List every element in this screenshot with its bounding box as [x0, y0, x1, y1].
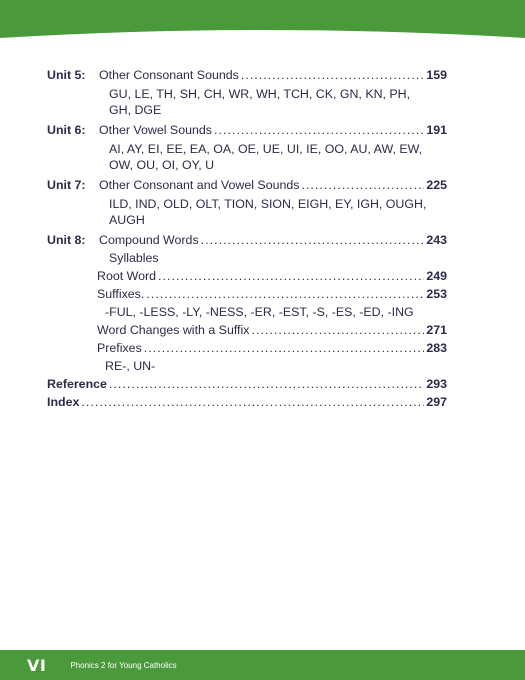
entry-title: Compound Words	[99, 233, 199, 247]
entry-title: Suffixes.	[97, 287, 145, 301]
sound-list: GU, LE, TH, SH, CH, WR, WH, TCH, CK, GN, KN, PH, GH, DGE	[109, 87, 411, 117]
dot-leader	[81, 393, 424, 411]
dot-leader	[251, 321, 424, 339]
toc-entry-root-word[interactable]	[47, 267, 447, 285]
dot-leader	[214, 121, 424, 139]
page-number: 253	[426, 287, 447, 301]
sound-list: ILD, IND, OLD, OLT, TION, SION, EIGH, EY, IGH, OUGH, AUGH	[109, 197, 427, 227]
toc-entry-suffixes[interactable]	[47, 285, 447, 303]
page-number: 293	[426, 377, 447, 391]
syllables-label: Syllables	[109, 251, 159, 265]
unit-label: Unit 5:	[47, 68, 86, 82]
unit-label: Unit 7:	[47, 178, 86, 192]
toc-entry-unit-6[interactable]	[47, 121, 447, 139]
dot-leader	[146, 285, 424, 303]
toc-entry-unit-8[interactable]	[47, 231, 447, 249]
dot-leader	[158, 267, 424, 285]
suffix-list: -FUL, -LESS, -LY, -NESS, -ER, -EST, -S, -ES, -ED, -ING	[105, 305, 414, 319]
entry-title: Reference	[47, 377, 107, 391]
page-number: 297	[426, 395, 447, 409]
unit-label: Unit 6:	[47, 123, 86, 137]
toc-entry-unit-5[interactable]	[47, 66, 447, 84]
sound-list: AI, AY, EI, EE, EA, OA, OE, UE, UI, IE, OO, AU, AW, EW, OW, OU, OI, OY, U	[109, 142, 423, 172]
prefix-list: RE-, UN-	[105, 359, 156, 373]
entry-title: Root Word	[97, 269, 156, 283]
page-number: 159	[426, 68, 447, 82]
toc-entry-word-changes[interactable]	[47, 321, 447, 339]
footer-page-number: VI	[27, 655, 47, 675]
page-number: 191	[426, 123, 447, 137]
toc-entry-reference[interactable]	[47, 375, 447, 393]
entry-title: Prefixes	[97, 341, 142, 355]
entry-title: Index	[47, 395, 80, 409]
page-number: 249	[426, 269, 447, 283]
page-number: 271	[426, 323, 447, 337]
dot-leader	[201, 231, 425, 249]
toc-entry-index[interactable]	[47, 393, 447, 411]
toc-entry-unit-7[interactable]	[47, 176, 447, 194]
entry-title: Other Consonant Sounds	[99, 68, 239, 82]
unit-label: Unit 8:	[47, 233, 86, 247]
page-number: 225	[426, 178, 447, 192]
entry-title: Other Vowel Sounds	[99, 123, 212, 137]
dot-leader	[109, 375, 424, 393]
page-number: 243	[426, 233, 447, 247]
page-number: 283	[426, 341, 447, 355]
entry-title: Other Consonant and Vowel Sounds	[99, 178, 300, 192]
dot-leader	[241, 66, 424, 84]
dot-leader	[301, 176, 424, 194]
top-green-band	[0, 0, 525, 52]
toc-entry-prefixes[interactable]	[47, 339, 447, 357]
dot-leader	[144, 339, 425, 357]
footer-band	[0, 650, 525, 680]
table-of-contents	[47, 66, 447, 411]
footer-book-title: Phonics 2 for Young Catholics	[70, 660, 177, 670]
entry-title: Word Changes with a Suffix	[97, 323, 250, 337]
